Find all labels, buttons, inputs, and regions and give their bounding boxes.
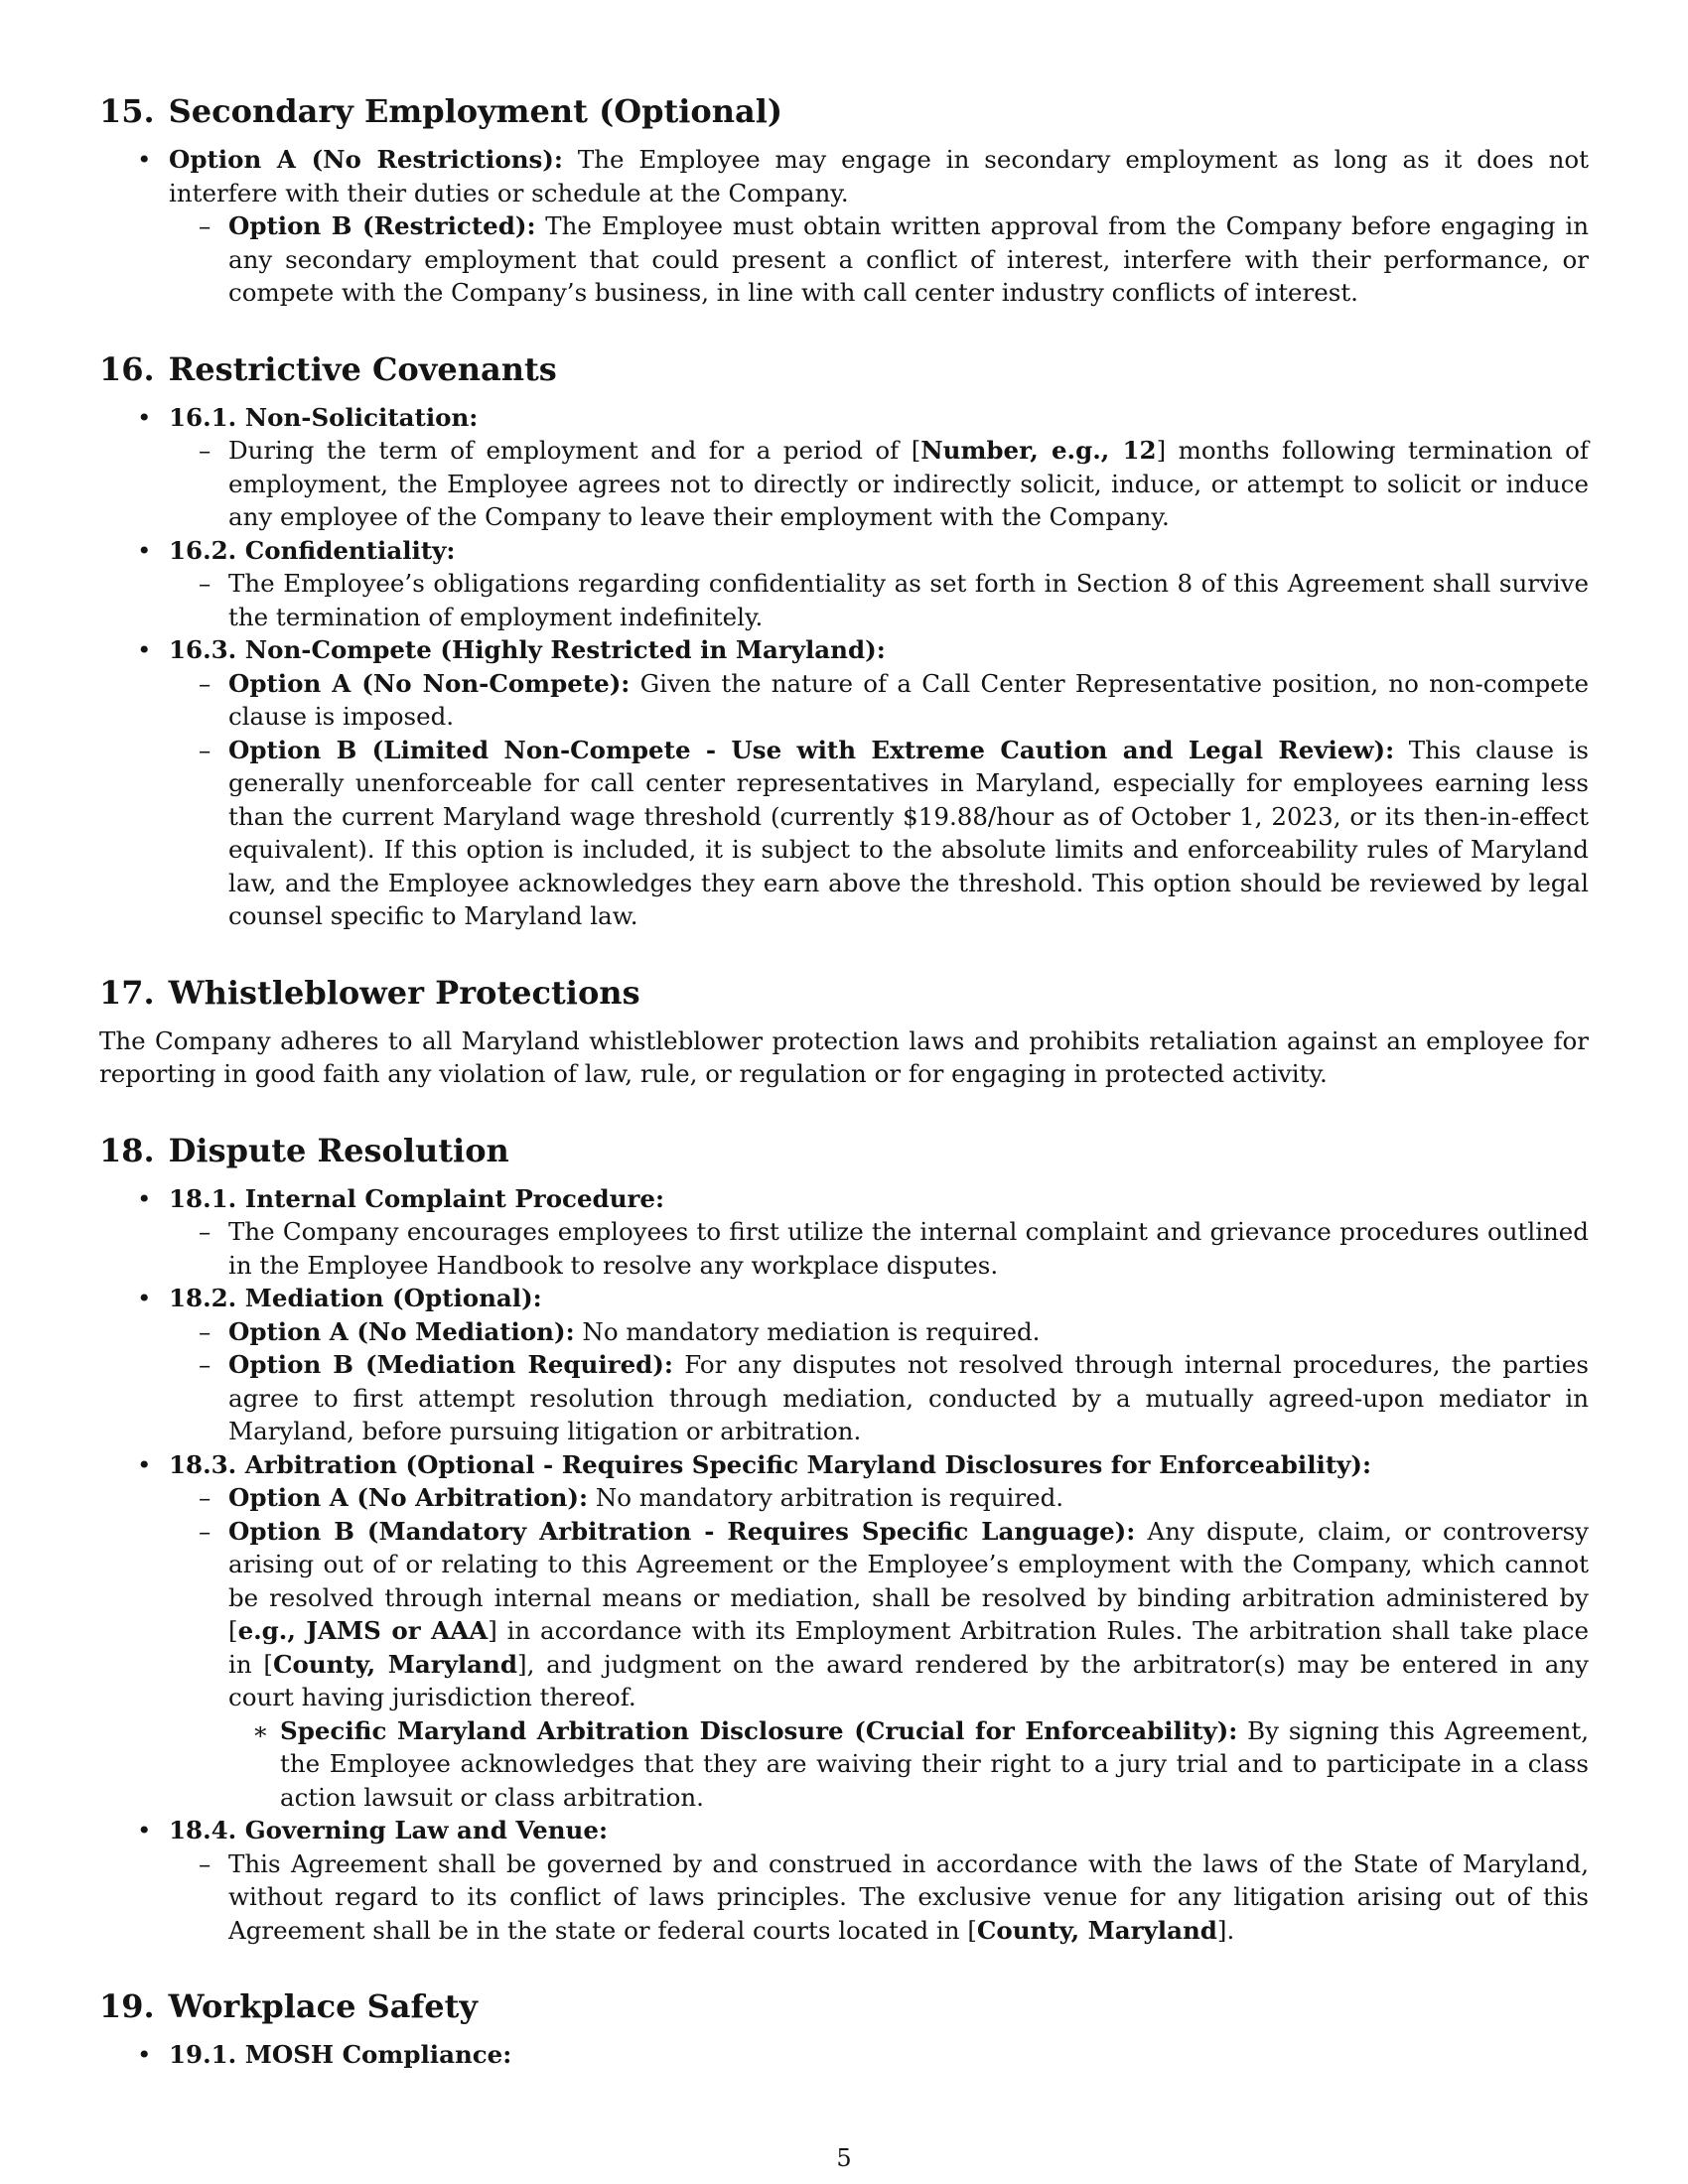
section-16 <box>99 349 1589 933</box>
list-item: – Option A (No Mediation): No mandatory mediation is required. <box>99 1315 1589 1349</box>
section-heading: 15. Secondary Employment (Optional) <box>99 92 783 130</box>
section-17 <box>99 973 1589 1091</box>
page-number: 5 <box>836 2144 852 2172</box>
list-item: • 16.1. Non-Solicitation: <box>99 401 1589 435</box>
list-item: • 16.2. Confidentiality: <box>99 534 1589 568</box>
list-item: – The Company encourages employees to first utilize the internal complaint and grievance procedures outlined in the Employee Handbook to resolve any workplace disputes. <box>99 1215 1589 1282</box>
list-item: – During the term of employment and for a period of [Number, e.g., 12] months following termination of employment, the Employee agrees not to directly or indirectly solicit, induce, or attempt to solicit or induce any employee of the Company to leave their employment with the Company. <box>99 434 1589 534</box>
section-paragraph: The Company adheres to all Maryland whistleblower protection laws and prohibits retaliation against an employee for reporting in good faith any violation of law, rule, or regulation or for engaging in protected activity. <box>99 1025 1589 1088</box>
list-item: • 18.4. Governing Law and Venue: <box>99 1814 1589 1847</box>
list-item: • 18.3. Arbitration (Optional - Requires Specific Maryland Disclosures for Enforceability): <box>99 1448 1589 1482</box>
list-item: • 18.1. Internal Complaint Procedure: <box>99 1182 1589 1216</box>
list-item: – Option B (Restricted): The Employee must obtain written approval from the Company before engaging in any secondary employment that could present a conflict of interest, interfere with their performance, or compete with the Company’s business, in line with call center industry conflicts of interest. <box>99 209 1589 310</box>
section-heading: 16. Restrictive Covenants <box>99 349 557 388</box>
clause-list <box>99 2038 1589 2072</box>
option-list <box>99 143 1589 310</box>
document-page <box>99 91 1589 2112</box>
list-item: • 16.3. Non-Compete (Highly Restricted in Maryland): <box>99 633 1589 667</box>
clause-list <box>99 1182 1589 1948</box>
section-heading: 19. Workplace Safety <box>99 1987 478 2025</box>
clause-list <box>99 401 1589 933</box>
section-18 <box>99 1131 1589 1948</box>
list-item: – This Agreement shall be governed by and construed in accordance with the laws of the State of Maryland, without regard to its conflict of laws principles. The exclusive venue for any litigation arising out of this Agreement shall be in the state or federal courts located in [County, Maryland]. <box>99 1847 1589 1948</box>
list-item: • 18.2. Mediation (Optional): <box>99 1282 1589 1315</box>
list-item: ∗ Specific Maryland Arbitration Disclosure (Crucial for Enforceability): By signing this Agreement, the Employee acknowledges that they are waiving their right to a jury trial and to participate in a class action lawsuit or class arbitration. <box>99 1714 1589 1815</box>
list-item: – Option A (No Non-Compete): Given the nature of a Call Center Representative position, no non-compete clause is imposed. <box>99 667 1589 734</box>
section-19 <box>99 1986 1589 2072</box>
section-heading: 17. Whistleblower Protections <box>99 973 640 1012</box>
list-item: • Option A (No Restrictions): The Employee may engage in secondary employment as long as it does not interfere with their duties or schedule at the Company. <box>99 143 1589 209</box>
section-heading: 18. Dispute Resolution <box>99 1131 509 1169</box>
list-item: – Option A (No Arbitration): No mandatory arbitration is required. <box>99 1481 1589 1515</box>
list-item: – Option B (Limited Non-Compete - Use with Extreme Caution and Legal Review): This clause is generally unenforceable for call center representatives in Maryland, especially for employees earning less than the current Maryland wage threshold (currently $19.88/hour as of October 1, 2023, or its then-in-effect equivalent). If this option is included, it is subject to the absolute limits and enforceability rules of Maryland law, and the Employee acknowledges they earn above the threshold. This option should be reviewed by legal counsel specific to Maryland law. <box>99 734 1589 933</box>
list-item: – The Employee’s obligations regarding confidentiality as set forth in Section 8 of this Agreement shall survive the termination of employment indefinitely. <box>99 567 1589 633</box>
list-item: – Option B (Mediation Required): For any disputes not resolved through internal procedures, the parties agree to first attempt resolution through mediation, conducted by a mutually agreed-upon mediator in Maryland, before pursuing litigation or arbitration. <box>99 1348 1589 1448</box>
list-item: • 19.1. MOSH Compliance: <box>99 2038 1589 2072</box>
list-item: – Option B (Mandatory Arbitration - Requires Specific Language): Any dispute, claim, or controversy arising out of or relating to this Agreement or the Employee’s employment with the Company, which cannot be resolved through internal means or mediation, shall be resolved by binding arbitration administered by [e.g., JAMS or AAA] in accordance with its Employment Arbitration Rules. The arbitration shall take place in [County, Maryland], and judgment on the award rendered by the arbitrator(s) may be entered in any court having jurisdiction thereof. <box>99 1515 1589 1714</box>
section-15 <box>99 91 1589 310</box>
